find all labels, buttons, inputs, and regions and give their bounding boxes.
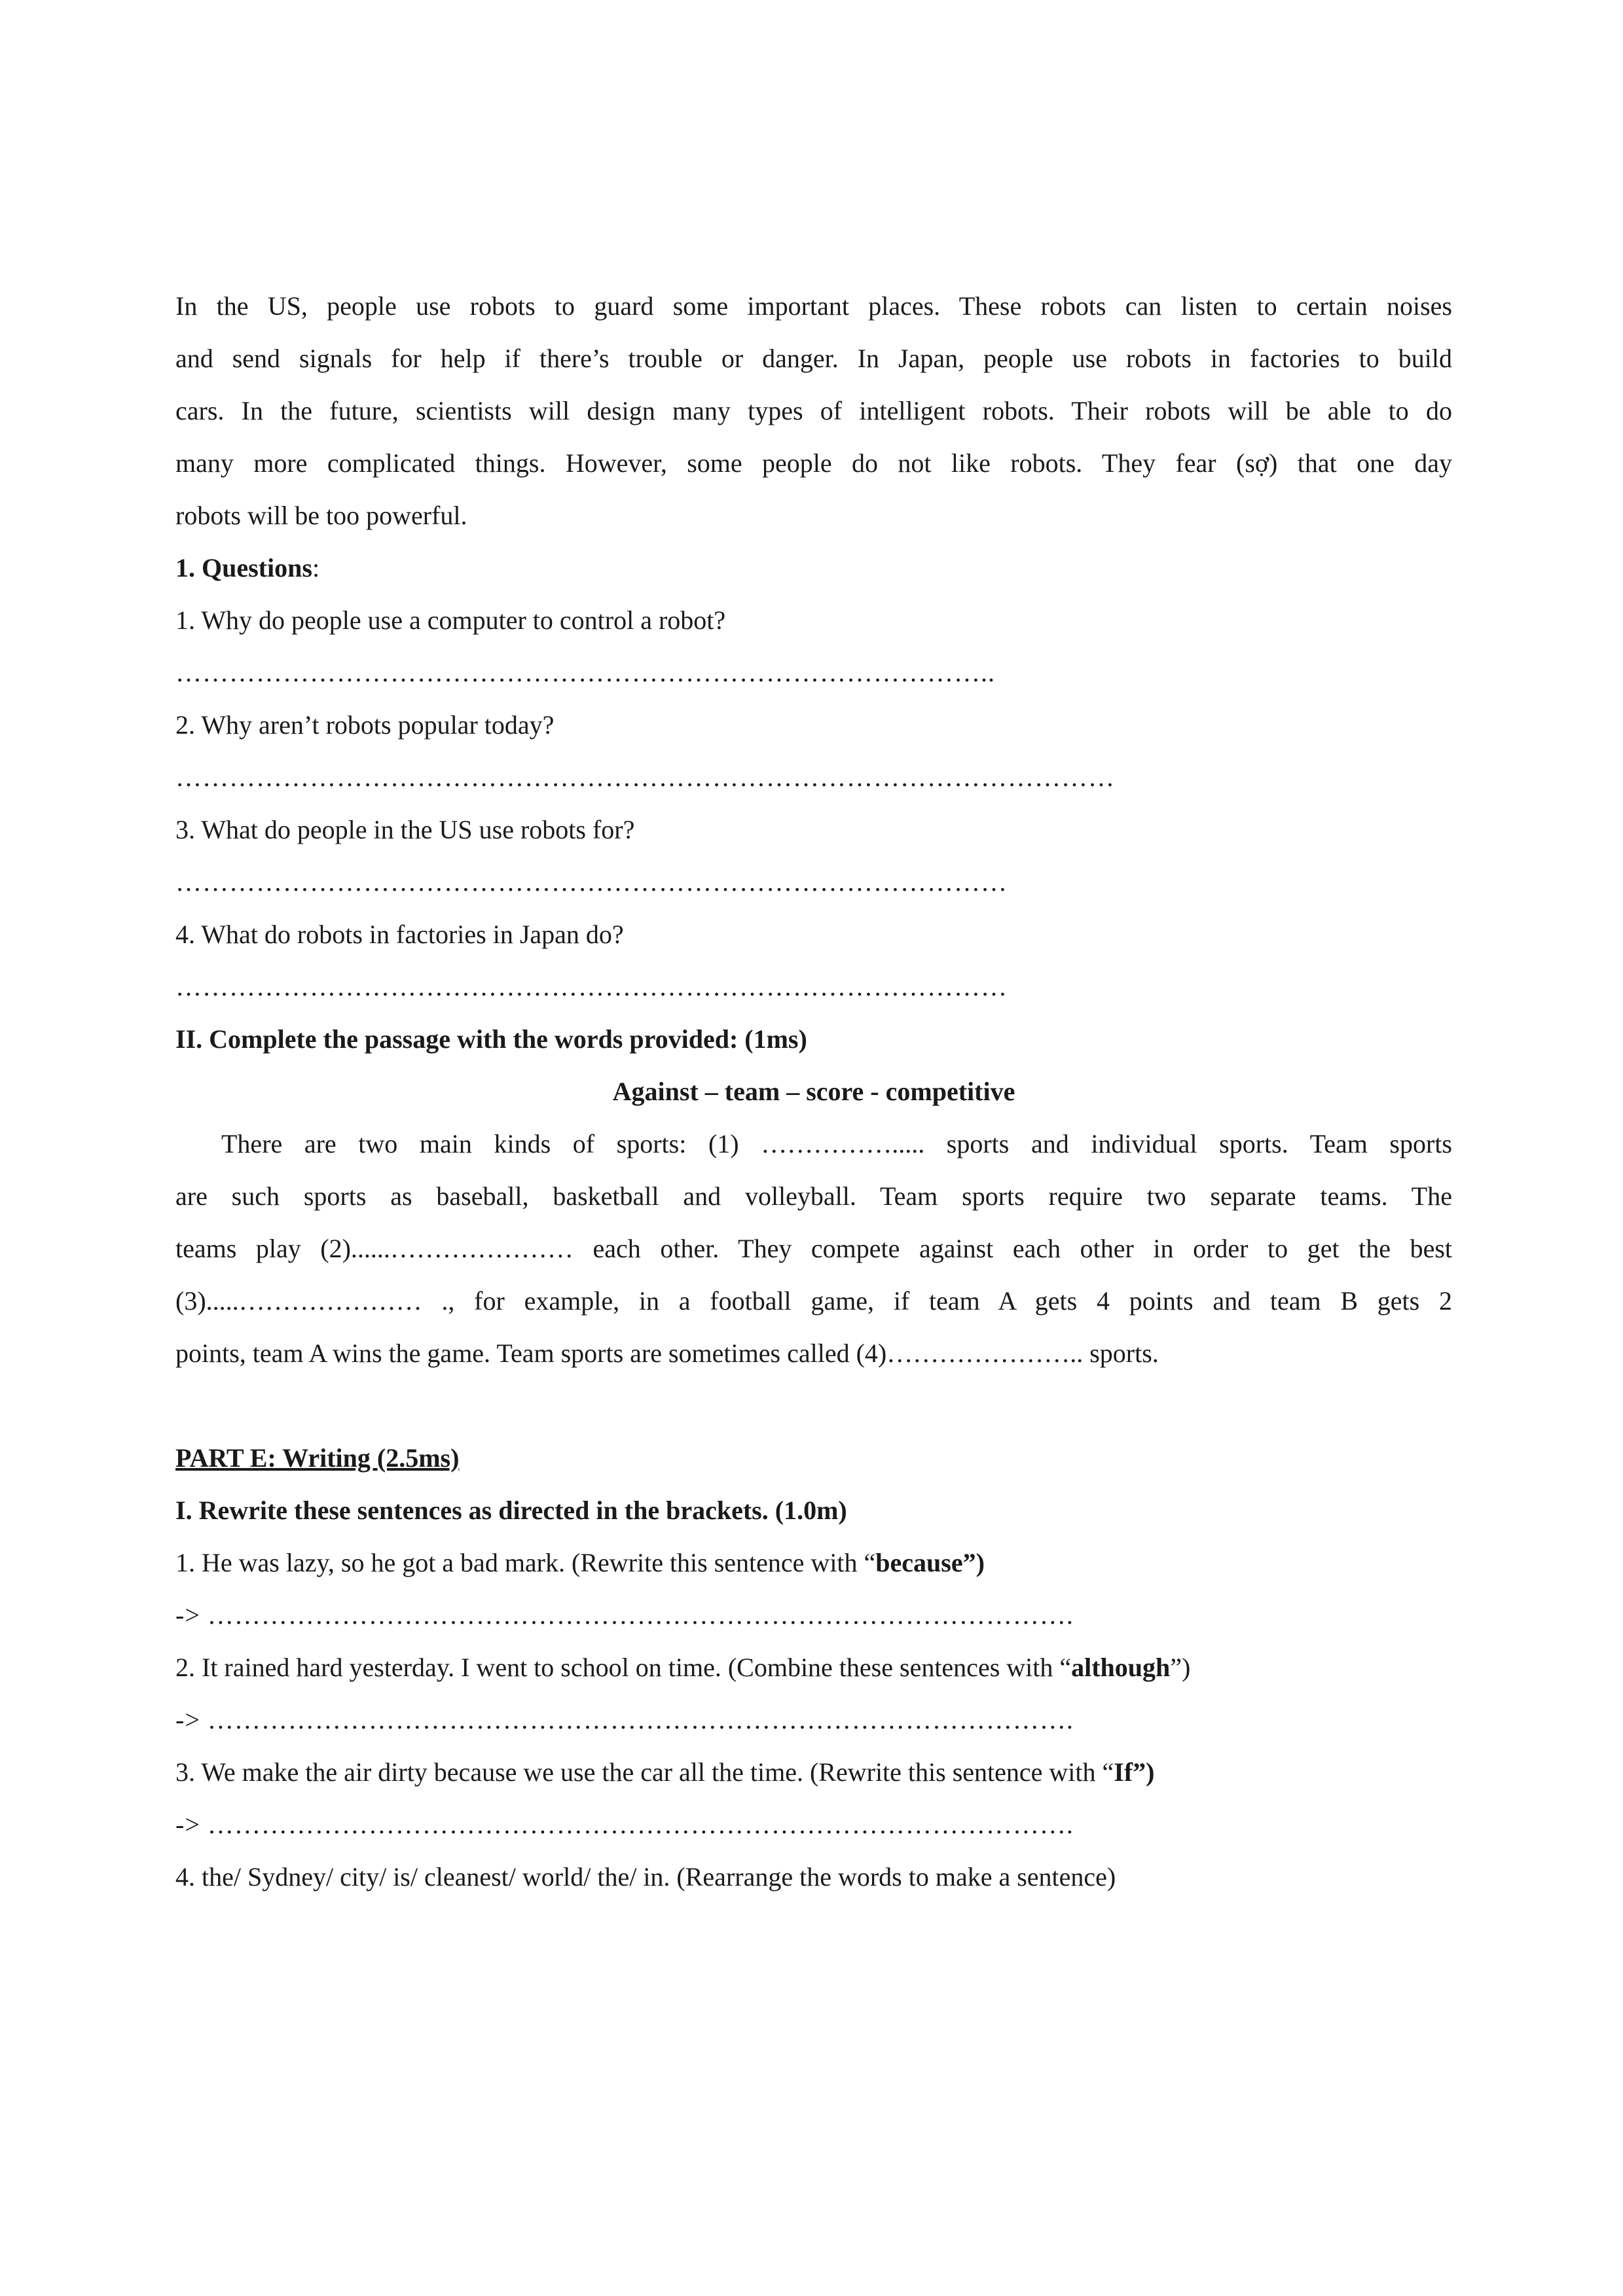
rewrite-item-2-text: 2. It rained hard yesterday. I went to school on time. (Combine these sentences with “ [175,1653,1072,1682]
rewrite-item-3-close: ”) [1133,1757,1155,1787]
passage-line-2: and send signals for help if there’s trouble or danger. In Japan, people use robots in factories to build [175,344,1452,373]
rewrite-item-3 [175,1759,1155,1785]
rewrite-item-2-close: ”) [1170,1653,1191,1682]
cloze-line-4: (3).....………………… ., for example, in a football game, if team A gets 4 points and team B gets 2 [175,1286,1452,1316]
rewrite-answer-1: -> ……………………………………………………………………………………. [175,1600,1074,1630]
passage-line-1: In the US, people use robots to guard some important places. These robots can listen to certain noises [175,291,1452,321]
answer-line-3: ………………………………………………………………………………… [175,867,1008,897]
questions-heading-bold: 1. Questions [175,553,312,583]
rewrite-item-3-key: If [1114,1757,1133,1787]
question-4: 4. What do robots in factories in Japan do? [175,920,624,949]
rewrite-item-2-key: although [1071,1653,1171,1682]
question-1: 1. Why do people use a computer to control a robot? [175,605,726,635]
cloze-line-3: teams play (2)......………………… each other. They compete against each other in order to get the best [175,1234,1452,1263]
rewrite-item-1-key: because [875,1548,963,1577]
answer-line-1: ……………………………………………………………………………….. [175,658,995,687]
rewrite-item-1-close: ”) [962,1548,985,1577]
rewrite-item-1 [175,1550,985,1576]
cloze-line-2: are such sports as baseball, basketball and volleyball. Team sports require two separate teams. The [175,1181,1452,1211]
cloze-line-1: There are two main kinds of sports: (1) ……………..... sports and individual sports. Team sports [221,1129,1452,1158]
questions-heading-colon: : [312,553,320,583]
answer-line-4: ………………………………………………………………………………… [175,972,1008,1001]
passage-line-4: many more complicated things. However, some people do not like robots. They fear (sợ) that one day [175,448,1452,478]
question-2: 2. Why aren’t robots popular today? [175,710,555,740]
section-2-heading: II. Complete the passage with the words provided: (1ms) [175,1024,807,1054]
passage-line-5: robots will be too powerful. [175,501,467,530]
answer-line-2: …………………………………………………………………………………………… [175,762,1115,792]
rewrite-item-1-text: 1. He was lazy, so he got a bad mark. (Rewrite this sentence with “ [175,1548,876,1577]
question-3: 3. What do people in the US use robots for? [175,815,635,844]
cloze-line-5: points, team A wins the game. Team sports are sometimes called (4)………………….. sports. [175,1338,1159,1368]
passage-line-3: cars. In the future, scientists will design many types of intelligent robots. Their robots will be able to do [175,396,1452,425]
rewrite-item-2 [175,1655,1190,1681]
rewrite-heading: I. Rewrite these sentences as directed in the brackets. (1.0m) [175,1496,847,1525]
rewrite-item-4: 4. the/ Sydney/ city/ is/ cleanest/ world/ the/ in. (Rearrange the words to make a sentence) [175,1862,1116,1892]
rewrite-item-3-text: 3. We make the air dirty because we use the car all the time. (Rewrite this sentence with “ [175,1757,1114,1787]
part-e-heading: PART E: Writing (2.5ms) [175,1443,460,1473]
word-box: Against – team – score - competitive [612,1077,1015,1106]
rewrite-answer-2: -> ……………………………………………………………………………………. [175,1705,1074,1734]
rewrite-answer-3: -> ……………………………………………………………………………………. [175,1810,1074,1839]
questions-heading [175,555,319,581]
